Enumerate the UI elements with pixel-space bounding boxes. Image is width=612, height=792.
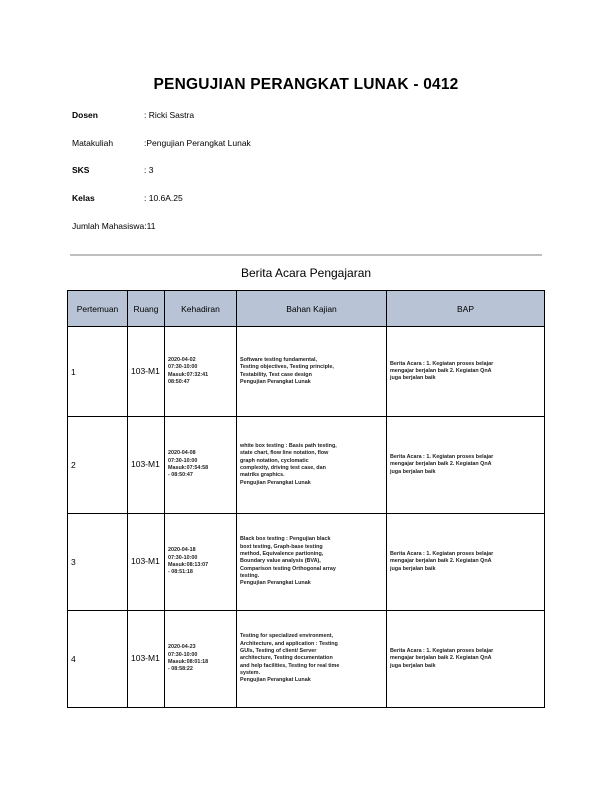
kehadiran-line: 08:50:47 [168, 378, 190, 385]
cell-bap [387, 417, 545, 514]
bahan-kajian-line: testing. [240, 572, 260, 579]
bahan-kajian-line: Black box testing : Pengujian black [240, 536, 331, 543]
cell-pertemuan: 4 [68, 611, 128, 708]
kelas-value: : 10.6A.25 [144, 193, 183, 203]
bahan-kajian-line: complexity, driving test case, dan [240, 465, 326, 471]
kehadiran-line: Masuk:08:01:18 [168, 659, 209, 665]
bap-line: juga berjalan baik [390, 662, 436, 669]
sks-label: SKS [72, 165, 90, 175]
cell-ruang: 103-M1 [128, 611, 165, 708]
divider [70, 254, 542, 256]
table-row [68, 611, 545, 708]
jumlah-mahasiswa: Jumlah Mahasiswa:11 [72, 221, 156, 231]
kehadiran-line: - 08:50:47 [168, 472, 193, 479]
sks-value: : 3 [144, 165, 154, 175]
kehadiran-line: 07:30-10:00 [168, 364, 198, 371]
cell-bahan-kajian [237, 611, 387, 708]
kehadiran-line: Masuk:07:54:58 [168, 465, 209, 471]
cell-ruang: 103-M1 [128, 514, 165, 611]
kehadiran-line: Masuk:08:13:07 [168, 562, 209, 568]
bahan-kajian-line: Pengujian Perangkat Lunak [240, 677, 311, 684]
bap-line: mengajar berjalan baik 2. Kegiatan QnA [390, 558, 492, 565]
kelas-label: Kelas [72, 193, 95, 203]
cell-kehadiran [165, 417, 237, 514]
cell-ruang: 103-M1 [128, 417, 165, 514]
cell-pertemuan: 3 [68, 514, 128, 611]
kehadiran-line: 2020-04-08 [168, 450, 196, 457]
dosen-row [72, 110, 194, 120]
kelas-row [72, 193, 183, 203]
cell-kehadiran [165, 611, 237, 708]
table-header-row [68, 291, 545, 327]
dosen-label: Dosen [72, 110, 98, 120]
bahan-kajian-line: architecture, Testing documentation [240, 655, 333, 662]
matakuliah-label: Matakuliah [72, 138, 114, 148]
bahan-kajian-line: graph notation, cyclomatic [240, 457, 309, 464]
col-header-bap: BAP [387, 291, 545, 327]
bahan-kajian-line: Pengujian Perangkat Lunak [240, 580, 311, 587]
cell-bahan-kajian [237, 514, 387, 611]
bahan-kajian-line: Boundary value analysis (BVA), [240, 558, 321, 565]
bap-line: mengajar berjalan baik 2. Kegiatan QnA [390, 461, 492, 468]
kehadiran-line: Masuk:07:32:41 [168, 371, 209, 378]
cell-bap [387, 327, 545, 417]
bahan-kajian-line: Testability, Test case design [240, 371, 312, 378]
kehadiran-line: 2020-04-23 [168, 644, 196, 651]
bahan-kajian-line: boxt testing, Graph-base testing [240, 543, 323, 550]
kehadiran-line: 2020-04-02 [168, 356, 196, 363]
cell-ruang: 103-M1 [128, 327, 165, 417]
bahan-kajian-line: Testing for specialized environment, [240, 633, 334, 640]
sks-row [72, 165, 153, 175]
bahan-kajian-line: and help facilities, Testing for real time [240, 662, 340, 669]
bahan-kajian-line: Software testing fundamental, [240, 356, 317, 363]
cell-pertemuan: 1 [68, 327, 128, 417]
kehadiran-line: - 08:58:22 [168, 666, 193, 673]
kehadiran-line: - 08:51:18 [168, 569, 193, 576]
table-row [68, 417, 545, 514]
bahan-kajian-line: matriks graphics. [240, 472, 285, 479]
section-title: Berita Acara Pengajaran [240, 266, 372, 280]
bap-line: juga berjalan baik [390, 468, 436, 475]
bap-line: Berita Acara : 1. Kegiatan proses belajar [390, 551, 494, 558]
bap-line: Berita Acara : 1. Kegiatan proses belajar [390, 360, 494, 367]
table-row [68, 327, 545, 417]
bahan-kajian-line: system. [240, 669, 261, 676]
kehadiran-line: 07:30-10:00 [168, 457, 198, 464]
col-header-bahan-kajian: Bahan Kajian [237, 291, 387, 327]
matakuliah-value: :Pengujian Perangkat Lunak [144, 138, 251, 148]
bahan-kajian-line: Testing objectives, Testing principle, [240, 364, 334, 371]
cell-bap [387, 514, 545, 611]
bahan-kajian-line: state chart, flow line notation, flow [240, 450, 329, 457]
kehadiran-line: 2020-04-18 [168, 547, 196, 554]
bap-line: Berita Acara : 1. Kegiatan proses belajar [390, 648, 494, 655]
kehadiran-line: 07:30-10:00 [168, 554, 198, 561]
bap-line: Berita Acara : 1. Kegiatan proses belajar [390, 454, 494, 461]
cell-bahan-kajian [237, 417, 387, 514]
bap-line: juga berjalan baik [390, 565, 436, 572]
cell-pertemuan: 2 [68, 417, 128, 514]
cell-bahan-kajian [237, 327, 387, 417]
cell-kehadiran [165, 514, 237, 611]
cell-bap [387, 611, 545, 708]
dosen-value: : Ricki Sastra [144, 110, 195, 120]
table-row [68, 514, 545, 611]
bap-table [67, 290, 545, 708]
matakuliah-row [72, 138, 251, 148]
bahan-kajian-line: method, Equivalence partioning, [240, 551, 324, 558]
bahan-kajian-line: Pengujian Perangkat Lunak [240, 378, 311, 385]
page-title: PENGUJIAN PERANGKAT LUNAK - 0412 [153, 76, 459, 93]
kehadiran-line: 07:30-10:00 [168, 651, 198, 658]
bap-line: mengajar berjalan baik 2. Kegiatan QnA [390, 655, 492, 662]
col-header-kehadiran: Kehadiran [165, 291, 237, 327]
bap-line: juga berjalan baik [390, 375, 436, 382]
bap-line: mengajar berjalan baik 2. Kegiatan QnA [390, 367, 492, 374]
bahan-kajian-line: Comparison testing Orthogonal array [240, 565, 336, 572]
col-header-ruang: Ruang [128, 291, 165, 327]
col-header-pertemuan: Pertemuan [68, 291, 128, 327]
cell-kehadiran [165, 327, 237, 417]
bahan-kajian-line: GUIs, Testing of client/ Server [240, 648, 317, 655]
bahan-kajian-line: Pengujian Perangkat Lunak [240, 479, 311, 486]
bahan-kajian-line: Architecture, and application : Testing [240, 640, 338, 647]
bahan-kajian-line: white box testing : Basis path testing, [240, 443, 337, 450]
